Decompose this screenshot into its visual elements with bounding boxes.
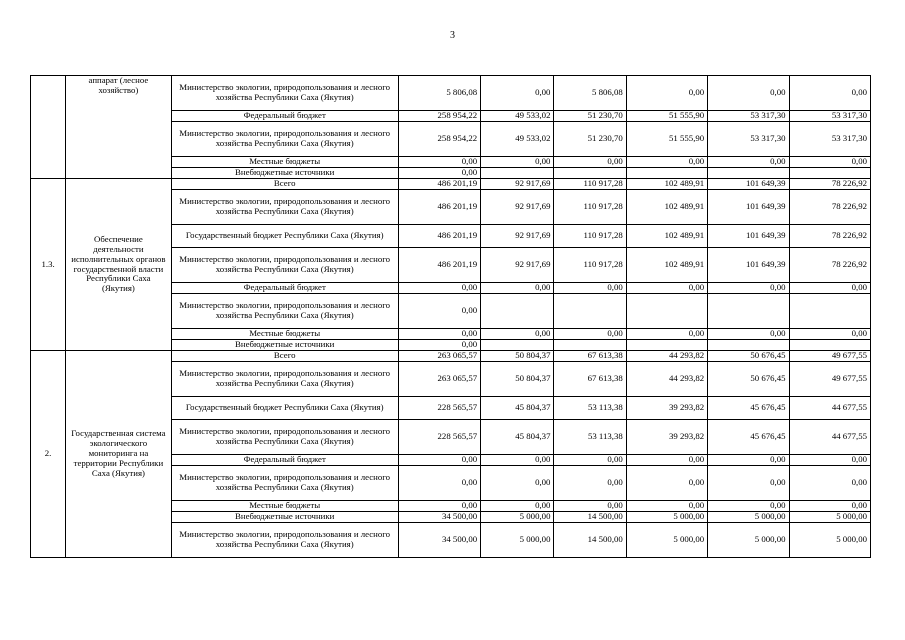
- amount-year-2: [554, 340, 626, 351]
- amount-total: 486 201,19: [398, 190, 480, 225]
- amount-year-1: 49 533,02: [481, 122, 554, 157]
- amount-year-2: 67 613,38: [554, 351, 626, 362]
- amount-total: 0,00: [398, 283, 480, 294]
- amount-year-1: 0,00: [481, 466, 554, 501]
- funding-source: Министерство экологии, природопользования и лесного хозяйства Республики Саха (Якутия): [171, 76, 398, 111]
- amount-year-5: 78 226,92: [789, 190, 870, 225]
- amount-year-5: 0,00: [789, 466, 870, 501]
- amount-total: 0,00: [398, 329, 480, 340]
- amount-total: 0,00: [398, 157, 480, 168]
- amount-total: 0,00: [398, 340, 480, 351]
- amount-year-3: [626, 340, 707, 351]
- amount-year-3: 39 293,82: [626, 420, 707, 455]
- amount-year-2: 53 113,38: [554, 397, 626, 420]
- amount-year-1: 0,00: [481, 455, 554, 466]
- amount-year-1: 5 000,00: [481, 523, 554, 558]
- amount-year-3: 102 489,91: [626, 179, 707, 190]
- amount-year-4: 0,00: [708, 329, 789, 340]
- page-number: 3: [450, 30, 455, 41]
- amount-year-4: 0,00: [708, 76, 789, 111]
- funding-source: Министерство экологии, природопользования и лесного хозяйства Республики Саха (Якутия): [171, 294, 398, 329]
- funding-source: Местные бюджеты: [171, 157, 398, 168]
- amount-year-4: 101 649,39: [708, 225, 789, 248]
- amount-year-1: 0,00: [481, 283, 554, 294]
- amount-year-3: 44 293,82: [626, 362, 707, 397]
- funding-source: Государственный бюджет Республики Саха (Якутия): [171, 225, 398, 248]
- amount-year-1: 50 804,37: [481, 362, 554, 397]
- amount-year-5: [789, 168, 870, 179]
- amount-year-2: 14 500,00: [554, 512, 626, 523]
- amount-year-2: 110 917,28: [554, 248, 626, 283]
- funding-source: Внебюджетные источники: [171, 168, 398, 179]
- amount-year-2: 110 917,28: [554, 225, 626, 248]
- amount-total: 0,00: [398, 466, 480, 501]
- amount-year-4: 0,00: [708, 283, 789, 294]
- amount-year-5: 0,00: [789, 157, 870, 168]
- amount-year-2: 14 500,00: [554, 523, 626, 558]
- amount-year-5: 78 226,92: [789, 248, 870, 283]
- amount-year-3: 44 293,82: [626, 351, 707, 362]
- funding-source: Федеральный бюджет: [171, 111, 398, 122]
- amount-year-3: 102 489,91: [626, 190, 707, 225]
- amount-year-1: [481, 294, 554, 329]
- amount-year-3: 0,00: [626, 329, 707, 340]
- amount-year-3: 102 489,91: [626, 225, 707, 248]
- amount-year-1: 45 804,37: [481, 420, 554, 455]
- amount-year-5: 78 226,92: [789, 225, 870, 248]
- budget-table: [30, 75, 871, 558]
- amount-year-4: 45 676,45: [708, 397, 789, 420]
- amount-year-4: 0,00: [708, 455, 789, 466]
- amount-total: 0,00: [398, 501, 480, 512]
- amount-total: 258 954,22: [398, 122, 480, 157]
- funding-source: Министерство экологии, природопользования и лесного хозяйства Республики Саха (Якутия): [171, 466, 398, 501]
- amount-year-5: 0,00: [789, 283, 870, 294]
- funding-source: Федеральный бюджет: [171, 283, 398, 294]
- amount-year-2: 67 613,38: [554, 362, 626, 397]
- amount-year-3: [626, 168, 707, 179]
- amount-year-4: 0,00: [708, 157, 789, 168]
- amount-total: 0,00: [398, 294, 480, 329]
- amount-year-1: 50 804,37: [481, 351, 554, 362]
- amount-total: 263 065,57: [398, 362, 480, 397]
- amount-year-1: [481, 340, 554, 351]
- amount-year-3: 0,00: [626, 455, 707, 466]
- amount-year-3: 39 293,82: [626, 397, 707, 420]
- amount-year-5: [789, 294, 870, 329]
- amount-year-2: 110 917,28: [554, 179, 626, 190]
- amount-year-4: 101 649,39: [708, 248, 789, 283]
- amount-year-1: 45 804,37: [481, 397, 554, 420]
- amount-year-5: 49 677,55: [789, 351, 870, 362]
- amount-year-4: 50 676,45: [708, 351, 789, 362]
- amount-year-2: 0,00: [554, 466, 626, 501]
- section-name: Государственная система экологического мониторинга на территории Республики Саха (Якутия): [66, 351, 172, 558]
- amount-year-3: 51 555,90: [626, 111, 707, 122]
- funding-source: Федеральный бюджет: [171, 455, 398, 466]
- amount-year-5: 0,00: [789, 76, 870, 111]
- amount-year-4: 0,00: [708, 466, 789, 501]
- amount-total: 486 201,19: [398, 248, 480, 283]
- amount-year-1: 0,00: [481, 501, 554, 512]
- table-row: [31, 76, 871, 111]
- funding-source: Министерство экологии, природопользования и лесного хозяйства Республики Саха (Якутия): [171, 420, 398, 455]
- funding-source: Всего: [171, 179, 398, 190]
- amount-year-3: 102 489,91: [626, 248, 707, 283]
- amount-year-3: 0,00: [626, 466, 707, 501]
- amount-year-1: 0,00: [481, 76, 554, 111]
- funding-source: Местные бюджеты: [171, 501, 398, 512]
- table-row: [31, 179, 871, 190]
- amount-year-3: [626, 294, 707, 329]
- amount-year-5: 53 317,30: [789, 122, 870, 157]
- amount-total: 228 565,57: [398, 397, 480, 420]
- amount-year-5: 0,00: [789, 501, 870, 512]
- amount-year-2: 110 917,28: [554, 190, 626, 225]
- amount-year-1: 92 917,69: [481, 225, 554, 248]
- amount-total: 0,00: [398, 168, 480, 179]
- amount-year-5: 78 226,92: [789, 179, 870, 190]
- amount-year-5: 44 677,55: [789, 420, 870, 455]
- amount-year-4: 45 676,45: [708, 420, 789, 455]
- funding-source: Местные бюджеты: [171, 329, 398, 340]
- amount-year-4: 50 676,45: [708, 362, 789, 397]
- amount-year-2: 53 113,38: [554, 420, 626, 455]
- amount-year-4: 101 649,39: [708, 179, 789, 190]
- amount-year-5: 5 000,00: [789, 512, 870, 523]
- amount-year-2: 0,00: [554, 157, 626, 168]
- amount-year-5: 53 317,30: [789, 111, 870, 122]
- amount-total: 258 954,22: [398, 111, 480, 122]
- amount-year-2: 51 230,70: [554, 111, 626, 122]
- amount-year-3: 0,00: [626, 76, 707, 111]
- amount-year-1: 0,00: [481, 329, 554, 340]
- amount-year-1: 92 917,69: [481, 190, 554, 225]
- amount-year-3: 5 000,00: [626, 523, 707, 558]
- section-name: Обеспечение деятельности исполнительных органов государственной власти Республики Саха (Якутия): [66, 179, 172, 351]
- amount-year-2: 0,00: [554, 501, 626, 512]
- funding-source: Министерство экологии, природопользования и лесного хозяйства Республики Саха (Якутия): [171, 523, 398, 558]
- amount-year-4: 53 317,30: [708, 111, 789, 122]
- amount-year-5: 44 677,55: [789, 397, 870, 420]
- amount-year-1: [481, 168, 554, 179]
- amount-year-2: 5 806,08: [554, 76, 626, 111]
- amount-year-5: 0,00: [789, 455, 870, 466]
- amount-total: 5 806,08: [398, 76, 480, 111]
- amount-year-5: [789, 340, 870, 351]
- amount-year-2: 51 230,70: [554, 122, 626, 157]
- amount-year-1: 92 917,69: [481, 179, 554, 190]
- amount-year-5: 49 677,55: [789, 362, 870, 397]
- amount-year-2: [554, 294, 626, 329]
- amount-year-3: 0,00: [626, 283, 707, 294]
- amount-year-2: 0,00: [554, 283, 626, 294]
- amount-year-4: 101 649,39: [708, 190, 789, 225]
- amount-year-1: 5 000,00: [481, 512, 554, 523]
- amount-year-1: 92 917,69: [481, 248, 554, 283]
- funding-source: Внебюджетные источники: [171, 512, 398, 523]
- amount-year-4: [708, 294, 789, 329]
- section-index: 1.3.: [31, 179, 66, 351]
- amount-year-4: 0,00: [708, 501, 789, 512]
- funding-source: Внебюджетные источники: [171, 340, 398, 351]
- section-name: аппарат (лесное хозяйство): [66, 76, 172, 179]
- amount-year-1: 49 533,02: [481, 111, 554, 122]
- amount-total: 0,00: [398, 455, 480, 466]
- amount-year-1: 0,00: [481, 157, 554, 168]
- amount-year-2: [554, 168, 626, 179]
- amount-total: 228 565,57: [398, 420, 480, 455]
- amount-total: 486 201,19: [398, 179, 480, 190]
- funding-source: Всего: [171, 351, 398, 362]
- amount-year-3: 0,00: [626, 157, 707, 168]
- amount-year-4: 5 000,00: [708, 512, 789, 523]
- funding-source: Министерство экологии, природопользования и лесного хозяйства Республики Саха (Якутия): [171, 122, 398, 157]
- amount-year-2: 0,00: [554, 455, 626, 466]
- funding-source: Министерство экологии, природопользования и лесного хозяйства Республики Саха (Якутия): [171, 362, 398, 397]
- amount-year-4: 5 000,00: [708, 523, 789, 558]
- budget-table-body: [31, 76, 871, 558]
- funding-source: Министерство экологии, природопользования и лесного хозяйства Республики Саха (Якутия): [171, 190, 398, 225]
- amount-year-4: [708, 168, 789, 179]
- amount-total: 34 500,00: [398, 512, 480, 523]
- amount-total: 263 065,57: [398, 351, 480, 362]
- funding-source: Министерство экологии, природопользования и лесного хозяйства Республики Саха (Якутия): [171, 248, 398, 283]
- amount-total: 34 500,00: [398, 523, 480, 558]
- amount-year-3: 51 555,90: [626, 122, 707, 157]
- section-index: 2.: [31, 351, 66, 558]
- funding-source: Государственный бюджет Республики Саха (Якутия): [171, 397, 398, 420]
- amount-year-5: 0,00: [789, 329, 870, 340]
- amount-total: 486 201,19: [398, 225, 480, 248]
- amount-year-4: 53 317,30: [708, 122, 789, 157]
- amount-year-4: [708, 340, 789, 351]
- amount-year-2: 0,00: [554, 329, 626, 340]
- amount-year-3: 0,00: [626, 501, 707, 512]
- section-index: [31, 76, 66, 179]
- amount-year-5: 5 000,00: [789, 523, 870, 558]
- table-row: [31, 351, 871, 362]
- amount-year-3: 5 000,00: [626, 512, 707, 523]
